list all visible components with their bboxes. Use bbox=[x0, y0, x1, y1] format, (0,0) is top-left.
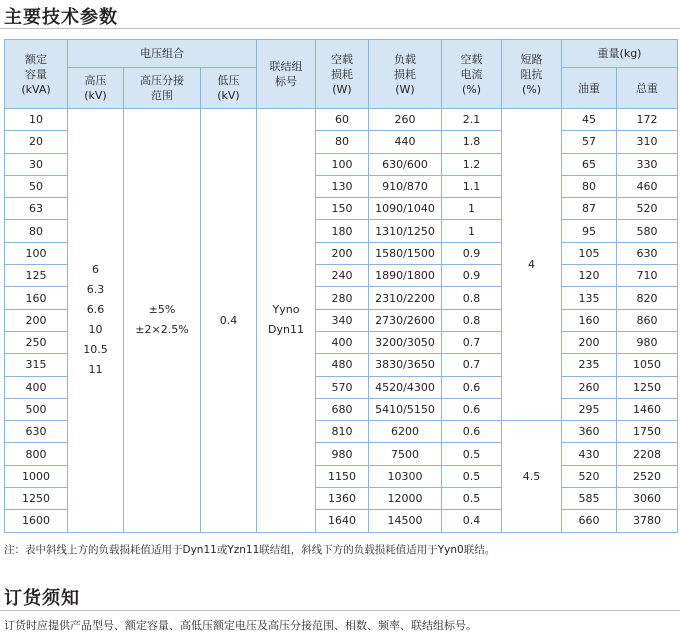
cell-rated-capacity: 800 bbox=[5, 443, 68, 465]
header-noload-current: 空载 电流 (%) bbox=[442, 40, 502, 109]
cell-total-weight: 980 bbox=[617, 331, 678, 353]
cell-noload-loss: 1360 bbox=[316, 488, 369, 510]
cell-noload-loss: 1150 bbox=[316, 465, 369, 487]
cell-noload-loss: 480 bbox=[316, 354, 369, 376]
header-voltage-group: 电压组合 bbox=[68, 40, 257, 68]
cell-rated-capacity: 160 bbox=[5, 287, 68, 309]
order-notice-text: 订货时应提供产品型号、额定容量、高低压额定电压及高压分接范围、相数、频率、联结组标号。 bbox=[4, 619, 477, 632]
cell-noload-loss: 240 bbox=[316, 265, 369, 287]
cell-oil-weight: 105 bbox=[562, 242, 617, 264]
cell-noload-loss: 150 bbox=[316, 198, 369, 220]
cell-load-loss: 1090/1040 bbox=[369, 198, 442, 220]
cell-rated-capacity: 1250 bbox=[5, 488, 68, 510]
cell-rated-capacity: 63 bbox=[5, 198, 68, 220]
section-divider bbox=[0, 28, 680, 29]
header-noload-loss: 空载 损耗 (W) bbox=[316, 40, 369, 109]
cell-hv-values: 6 6.3 6.6 10 10.5 11 bbox=[68, 109, 124, 533]
cell-noload-current: 0.9 bbox=[442, 242, 502, 264]
cell-total-weight: 330 bbox=[617, 153, 678, 175]
cell-noload-current: 0.9 bbox=[442, 265, 502, 287]
cell-oil-weight: 660 bbox=[562, 510, 617, 532]
cell-oil-weight: 45 bbox=[562, 109, 617, 131]
cell-noload-current: 0.6 bbox=[442, 376, 502, 398]
cell-total-weight: 2520 bbox=[617, 465, 678, 487]
header-connection-group: 联结组 标号 bbox=[257, 40, 316, 109]
cell-load-loss: 7500 bbox=[369, 443, 442, 465]
cell-total-weight: 630 bbox=[617, 242, 678, 264]
header-rated-capacity: 额定 容量 (kVA) bbox=[5, 40, 68, 109]
cell-rated-capacity: 80 bbox=[5, 220, 68, 242]
header-hv-tap: 高压分接 范围 bbox=[124, 68, 201, 109]
spec-table bbox=[4, 39, 678, 533]
cell-oil-weight: 200 bbox=[562, 331, 617, 353]
cell-noload-loss: 980 bbox=[316, 443, 369, 465]
cell-noload-current: 0.8 bbox=[442, 287, 502, 309]
cell-rated-capacity: 30 bbox=[5, 153, 68, 175]
table-note: 注：表中斜线上方的负载损耗值适用于Dyn11或Yzn11联结组，斜线下方的负载损耗值适用于Yyn0联结。 bbox=[4, 544, 496, 556]
table-row bbox=[5, 109, 678, 131]
header-short-circuit-impedance: 短路 阻抗 (%) bbox=[502, 40, 562, 109]
cell-short-circuit-impedance: 4 bbox=[502, 109, 562, 421]
cell-oil-weight: 135 bbox=[562, 287, 617, 309]
cell-rated-capacity: 1600 bbox=[5, 510, 68, 532]
cell-noload-loss: 400 bbox=[316, 331, 369, 353]
cell-noload-current: 0.5 bbox=[442, 443, 502, 465]
cell-total-weight: 1750 bbox=[617, 421, 678, 443]
cell-load-loss: 260 bbox=[369, 109, 442, 131]
cell-rated-capacity: 100 bbox=[5, 242, 68, 264]
cell-noload-loss: 200 bbox=[316, 242, 369, 264]
cell-rated-capacity: 500 bbox=[5, 398, 68, 420]
cell-total-weight: 460 bbox=[617, 175, 678, 197]
cell-short-circuit-impedance: 4.5 bbox=[502, 421, 562, 532]
cell-total-weight: 520 bbox=[617, 198, 678, 220]
header-hv: 高压 (kV) bbox=[68, 68, 124, 109]
cell-oil-weight: 295 bbox=[562, 398, 617, 420]
cell-load-loss: 440 bbox=[369, 131, 442, 153]
header-weight: 重量(kg) bbox=[562, 40, 678, 68]
cell-noload-current: 1.2 bbox=[442, 153, 502, 175]
cell-load-loss: 910/870 bbox=[369, 175, 442, 197]
cell-oil-weight: 260 bbox=[562, 376, 617, 398]
cell-total-weight: 172 bbox=[617, 109, 678, 131]
cell-rated-capacity: 315 bbox=[5, 354, 68, 376]
cell-load-loss: 12000 bbox=[369, 488, 442, 510]
cell-oil-weight: 235 bbox=[562, 354, 617, 376]
cell-noload-loss: 680 bbox=[316, 398, 369, 420]
section-title-order-notice: 订货须知 bbox=[4, 588, 80, 609]
cell-noload-loss: 340 bbox=[316, 309, 369, 331]
cell-load-loss: 2310/2200 bbox=[369, 287, 442, 309]
cell-noload-current: 1 bbox=[442, 198, 502, 220]
cell-oil-weight: 520 bbox=[562, 465, 617, 487]
header-total-weight: 总重 bbox=[617, 68, 678, 109]
cell-load-loss: 14500 bbox=[369, 510, 442, 532]
cell-total-weight: 1250 bbox=[617, 376, 678, 398]
cell-noload-loss: 130 bbox=[316, 175, 369, 197]
cell-noload-current: 0.7 bbox=[442, 354, 502, 376]
cell-load-loss: 1580/1500 bbox=[369, 242, 442, 264]
cell-connection-group: Yyno Dyn11 bbox=[257, 109, 316, 533]
cell-noload-current: 2.1 bbox=[442, 109, 502, 131]
cell-load-loss: 4520/4300 bbox=[369, 376, 442, 398]
cell-rated-capacity: 250 bbox=[5, 331, 68, 353]
cell-total-weight: 3780 bbox=[617, 510, 678, 532]
cell-load-loss: 10300 bbox=[369, 465, 442, 487]
section-divider bbox=[0, 610, 680, 611]
header-oil-weight: 油重 bbox=[562, 68, 617, 109]
cell-noload-loss: 80 bbox=[316, 131, 369, 153]
cell-oil-weight: 80 bbox=[562, 175, 617, 197]
cell-total-weight: 1050 bbox=[617, 354, 678, 376]
cell-total-weight: 710 bbox=[617, 265, 678, 287]
cell-load-loss: 1890/1800 bbox=[369, 265, 442, 287]
cell-rated-capacity: 400 bbox=[5, 376, 68, 398]
cell-noload-current: 0.6 bbox=[442, 398, 502, 420]
cell-noload-loss: 570 bbox=[316, 376, 369, 398]
cell-noload-current: 0.5 bbox=[442, 488, 502, 510]
cell-noload-current: 1.1 bbox=[442, 175, 502, 197]
cell-oil-weight: 160 bbox=[562, 309, 617, 331]
cell-rated-capacity: 630 bbox=[5, 421, 68, 443]
cell-rated-capacity: 50 bbox=[5, 175, 68, 197]
cell-noload-loss: 100 bbox=[316, 153, 369, 175]
cell-oil-weight: 57 bbox=[562, 131, 617, 153]
cell-load-loss: 630/600 bbox=[369, 153, 442, 175]
cell-oil-weight: 95 bbox=[562, 220, 617, 242]
cell-load-loss: 6200 bbox=[369, 421, 442, 443]
cell-total-weight: 2208 bbox=[617, 443, 678, 465]
cell-load-loss: 5410/5150 bbox=[369, 398, 442, 420]
cell-load-loss: 3830/3650 bbox=[369, 354, 442, 376]
cell-lv-value: 0.4 bbox=[201, 109, 257, 533]
cell-noload-current: 1.8 bbox=[442, 131, 502, 153]
cell-noload-loss: 280 bbox=[316, 287, 369, 309]
cell-noload-current: 1 bbox=[442, 220, 502, 242]
cell-total-weight: 1460 bbox=[617, 398, 678, 420]
cell-noload-loss: 60 bbox=[316, 109, 369, 131]
cell-noload-current: 0.8 bbox=[442, 309, 502, 331]
cell-noload-current: 0.5 bbox=[442, 465, 502, 487]
cell-load-loss: 1310/1250 bbox=[369, 220, 442, 242]
cell-noload-loss: 1640 bbox=[316, 510, 369, 532]
cell-noload-current: 0.7 bbox=[442, 331, 502, 353]
cell-noload-current: 0.4 bbox=[442, 510, 502, 532]
cell-noload-loss: 810 bbox=[316, 421, 369, 443]
section-title-tech-params: 主要技术参数 bbox=[4, 7, 118, 28]
cell-rated-capacity: 10 bbox=[5, 109, 68, 131]
cell-total-weight: 310 bbox=[617, 131, 678, 153]
header-lv: 低压 (kV) bbox=[201, 68, 257, 109]
cell-rated-capacity: 200 bbox=[5, 309, 68, 331]
cell-oil-weight: 65 bbox=[562, 153, 617, 175]
cell-noload-current: 0.6 bbox=[442, 421, 502, 443]
cell-rated-capacity: 1000 bbox=[5, 465, 68, 487]
cell-rated-capacity: 20 bbox=[5, 131, 68, 153]
cell-total-weight: 3060 bbox=[617, 488, 678, 510]
cell-load-loss: 2730/2600 bbox=[369, 309, 442, 331]
cell-oil-weight: 120 bbox=[562, 265, 617, 287]
cell-oil-weight: 87 bbox=[562, 198, 617, 220]
cell-oil-weight: 430 bbox=[562, 443, 617, 465]
cell-total-weight: 580 bbox=[617, 220, 678, 242]
cell-oil-weight: 585 bbox=[562, 488, 617, 510]
cell-rated-capacity: 125 bbox=[5, 265, 68, 287]
cell-noload-loss: 180 bbox=[316, 220, 369, 242]
cell-load-loss: 3200/3050 bbox=[369, 331, 442, 353]
cell-hv-tap-values: ±5% ±2×2.5% bbox=[124, 109, 201, 533]
header-load-loss: 负载 损耗 (W) bbox=[369, 40, 442, 109]
cell-total-weight: 820 bbox=[617, 287, 678, 309]
cell-total-weight: 860 bbox=[617, 309, 678, 331]
cell-oil-weight: 360 bbox=[562, 421, 617, 443]
